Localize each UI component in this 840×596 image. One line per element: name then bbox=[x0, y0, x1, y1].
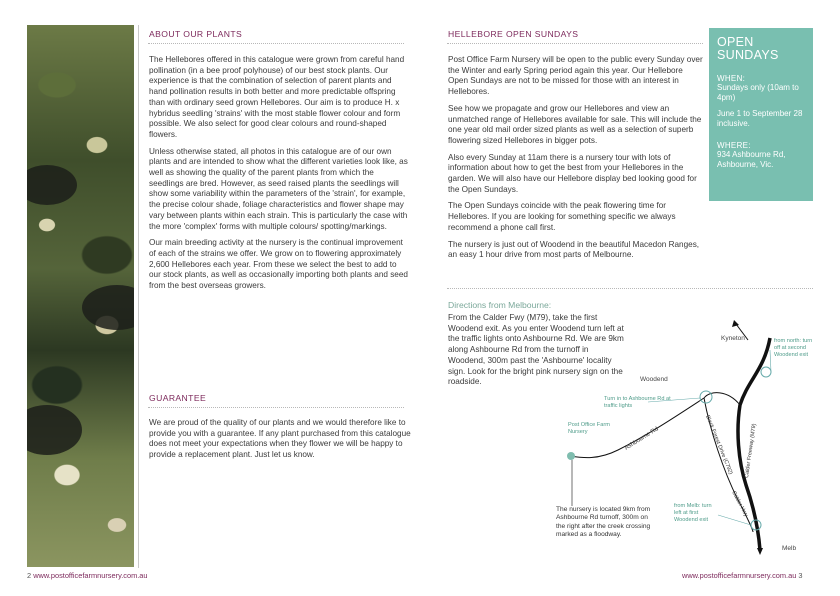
kyneton-label: Kyneton bbox=[721, 335, 745, 342]
where-label: WHERE: bbox=[717, 141, 751, 150]
open-sundays-box bbox=[709, 28, 813, 201]
when-value: Sundays only (10am to 4pm) bbox=[717, 83, 799, 102]
ashbourne-road-label: Ashbourne Rd bbox=[623, 426, 660, 452]
nursery-location-note: The nursery is located 9km from Ashbourne Rd turnoff, 300m on the right after the creek crossing marked as a floodway. bbox=[556, 506, 654, 540]
calder-fwy-label: Calder Freeway (M79) bbox=[744, 423, 758, 479]
when-label: WHEN: bbox=[717, 74, 746, 83]
woodend-label: Woodend bbox=[640, 376, 668, 383]
woodend-exit-road bbox=[704, 393, 740, 405]
left-page-number: 2 bbox=[27, 571, 32, 580]
location-map bbox=[448, 310, 818, 565]
from-melb-label: from Melb: turn left at first Woodend exit bbox=[674, 503, 712, 523]
about-paragraph-1: The Hellebores offered in this catalogue were grown from careful hand pollination (in a bee proof polyhouse) of our best stock plants. Our experience is that the combination of selection of parent plants and hand pollination results in both better and more predictable offspring than with ordinary seed grown Hellebores. Our aim is to produce H. x hybridus seedling 'strains' with the most stable flower colour and form possible. We also select for good clear colours and round-shaped flowers. bbox=[149, 55, 405, 139]
hellebore-photo bbox=[27, 25, 134, 567]
dates-value: June 1 to September 28 inclusive. bbox=[717, 109, 803, 128]
box-title-line2: SUNDAYS bbox=[717, 48, 779, 62]
open-paragraph-2: See how we propagate and grow our Hellebores and view an unmatched range of Hellebores available for sale. This will include the one year old mail order sized plants as well as a selection of superb flowering sized Hellebores in bigger pots. bbox=[448, 103, 702, 145]
guarantee-heading: GUARANTEE bbox=[149, 393, 207, 403]
open-paragraph-1: Post Office Farm Nursery will be open to the public every Sunday over the Winter and early Spring period again this year. Our Hellebore Open Sundays are not to be missed for those with an interest in Hellebores. bbox=[448, 55, 703, 97]
left-footer-url[interactable]: www.postofficefarmnursery.com.au bbox=[33, 571, 148, 580]
traffic-lights-marker bbox=[700, 391, 712, 403]
guarantee-paragraph: We are proud of the quality of our plants and we would therefore like to provide you with a guarantee. If any plant purchased from this catalogue does not meet your expectations when they flower we will be happy to provide a replacement plant. Just let us know. bbox=[149, 418, 411, 460]
nursery-marker bbox=[567, 452, 575, 460]
turn-in-label: Turn in to Ashbourne Rd at traffic lights bbox=[604, 396, 671, 409]
where-value: 934 Ashbourne Rd, Ashbourne, Vic. bbox=[717, 150, 786, 169]
left-footer bbox=[27, 571, 148, 580]
right-page-number: 3 bbox=[798, 571, 803, 580]
melb-arrowhead bbox=[757, 548, 763, 555]
open-paragraph-5: The nursery is just out of Woodend in the beautiful Macedon Ranges, an easy 1 hour drive from most parts of Melbourne. bbox=[448, 239, 700, 260]
guarantee-text bbox=[149, 418, 411, 467]
open-paragraph-3: Also every Sunday at 11am there is a nursery tour with lots of information about how to get the best from your Hellebores in the garden. We will also have our Hellebore display bed looking good for the Open Sundays. bbox=[448, 152, 697, 194]
open-sundays-text bbox=[448, 55, 704, 267]
directions-divider bbox=[447, 288, 813, 289]
directions-heading: Directions from Melbourne: bbox=[448, 300, 552, 310]
melb-label: Melb bbox=[782, 545, 797, 552]
from-north-marker bbox=[761, 367, 771, 377]
nursery-label: Post Office Farm Nursery bbox=[568, 422, 610, 435]
open-sundays-divider bbox=[447, 43, 703, 44]
about-paragraph-2: Unless otherwise stated, all photos in this catalogue are of our own plants and are intended to show what the different varieties look like, as well as showing the quality of the parent plants from which the seedlings are bred. However, as seed raised plants the seedlings will show some variability within the parameters of the 'strain', for example, the precise colour shade, foliage characteristics and flower shape may vary between plants within each strain. This is particularly the case with the more 'complex' forms with multiple colours/ spotting/markings. bbox=[149, 146, 408, 231]
calder-hwy-label: Calder Hwy bbox=[730, 490, 749, 519]
about-text bbox=[149, 55, 409, 298]
open-paragraph-4: The Open Sundays coincide with the peak flowering time for Hellebores. If you are looking for something specific we always recommend a phone call first. bbox=[448, 201, 676, 232]
left-column-rule bbox=[138, 25, 139, 568]
box-title-line1: OPEN bbox=[717, 35, 754, 49]
guarantee-divider bbox=[148, 407, 404, 408]
about-paragraph-3: Our main breeding activity at the nursery is the continual improvement of each of the strains we offer. We grow on to flowering approximately 2,600 Hellebores each year. From these we select the best to add to our stock plants, as well as occasionally importing both plants and seed from the best overseas growers. bbox=[149, 238, 408, 291]
about-divider bbox=[148, 43, 404, 44]
black-forest-label: Black Forest Drive (C792) bbox=[704, 414, 734, 476]
directions-text: From the Calder Fwy (M79), take the first Woodend exit. As you enter Woodend turn left at the traffic lights onto Ashbourne Rd. We are 9km along Ashbourne Rd from the turnoff in Woodend, 300m past the 'Ashbourne' locality sign. Look for the bright pink nursery sign on the roadside. bbox=[448, 313, 624, 387]
open-sundays-heading: HELLEBORE OPEN SUNDAYS bbox=[448, 29, 579, 39]
from-north-label: from north: turn off at second Woodend exit bbox=[774, 338, 813, 358]
right-footer-url[interactable]: www.postofficefarmnursery.com.au bbox=[682, 571, 797, 580]
about-heading: ABOUT OUR PLANTS bbox=[149, 29, 243, 39]
right-footer bbox=[682, 571, 803, 580]
